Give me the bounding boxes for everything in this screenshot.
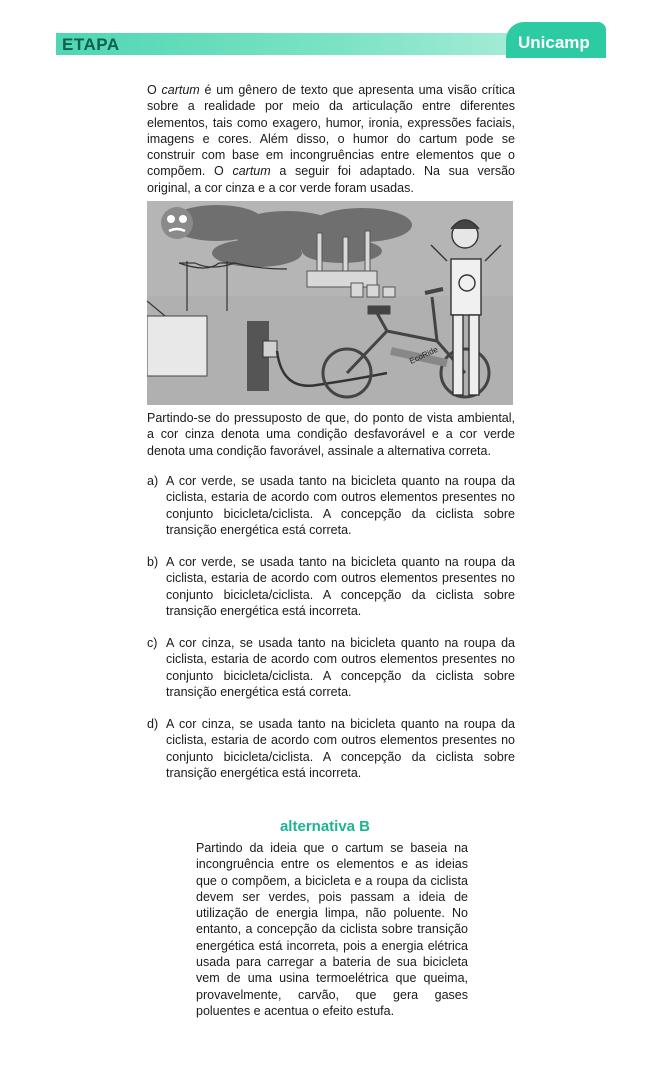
option-letter: c) <box>147 636 158 650</box>
answer-explanation: Partindo da ideia que o cartum se baseia na incongruência entre os elementos e as ideias que o compõem, a bicicleta e a roupa da ciclista devem ser verdes, pois passam a ideia de utilização de energia limpa, não poluente. No entanto, a concepção da ciclista sobre transição energética está incorreta, pois a energia elétrica usada para carregar a bateria de sua bicicleta vem de uma usina termoelétrica que queima, provavelmente, carvão, que gera gases poluentes e acentua o efeito estufa. <box>196 841 468 1018</box>
option-text: A cor verde, se usada tanto na bicicleta quanto na roupa da ciclista, estaria de acordo com outros elementos presentes no conjunto bicicleta/ciclista. A concepção da ciclista sobre transição energética está correta. <box>166 474 515 537</box>
option-text: A cor cinza, se usada tanto na bicicleta quanto na roupa da ciclista, estaria de acordo com outros elementos presentes no conjunto bicicleta/ciclista. A concepção da ciclista sobre transição energética está incorreta. <box>166 717 515 780</box>
option-text: A cor verde, se usada tanto na bicicleta quanto na roupa da ciclista, estaria de acordo com outros elementos presentes no conjunto bicicleta/ciclista. A concepção da ciclista sobre transição energética está incorreta. <box>166 555 515 618</box>
term-cartum: cartum <box>232 164 271 179</box>
option-text: A cor cinza, se usada tanto na bicicleta quanto na roupa da ciclista, estaria de acordo com outros elementos presentes no conjunto bicicleta/ciclista. A concepção da ciclista sobre transição energética está correta. <box>166 636 515 699</box>
option-letter: d) <box>147 717 159 731</box>
bike-label: EcoRide <box>408 344 440 366</box>
exam-tab-label: Unicamp <box>518 33 590 52</box>
question-intro: O cartum é um gênero de texto que apresenta uma visão crítica sobre a realidade por meio da articulação entre diferentes elementos, tais como exagero, humor, ironia, expressões faciais, imagens e cores. Além disso, o humor do cartum pode se construir com base em incongruências entre elementos que o compõem. O cartum a seguir foi adaptado. Na sua versão original, a cor cinza e a cor verde foram usadas. <box>147 83 515 195</box>
term-cartum: cartum <box>161 83 200 97</box>
question-prompt: Partindo-se do pressuposto de que, do ponto de vista ambiental, a cor cinza denota uma condição desfavorável e a cor verde denota uma condição favorável, assinale a alternativa correta. <box>147 411 515 458</box>
option-letter: a) <box>147 474 159 488</box>
cartoon-image <box>147 201 513 405</box>
answer-title: alternativa B <box>279 818 371 835</box>
brand-logo: ETAPA <box>62 35 120 54</box>
grumpy-cloud <box>161 207 193 239</box>
option-letter: b) <box>147 555 159 569</box>
